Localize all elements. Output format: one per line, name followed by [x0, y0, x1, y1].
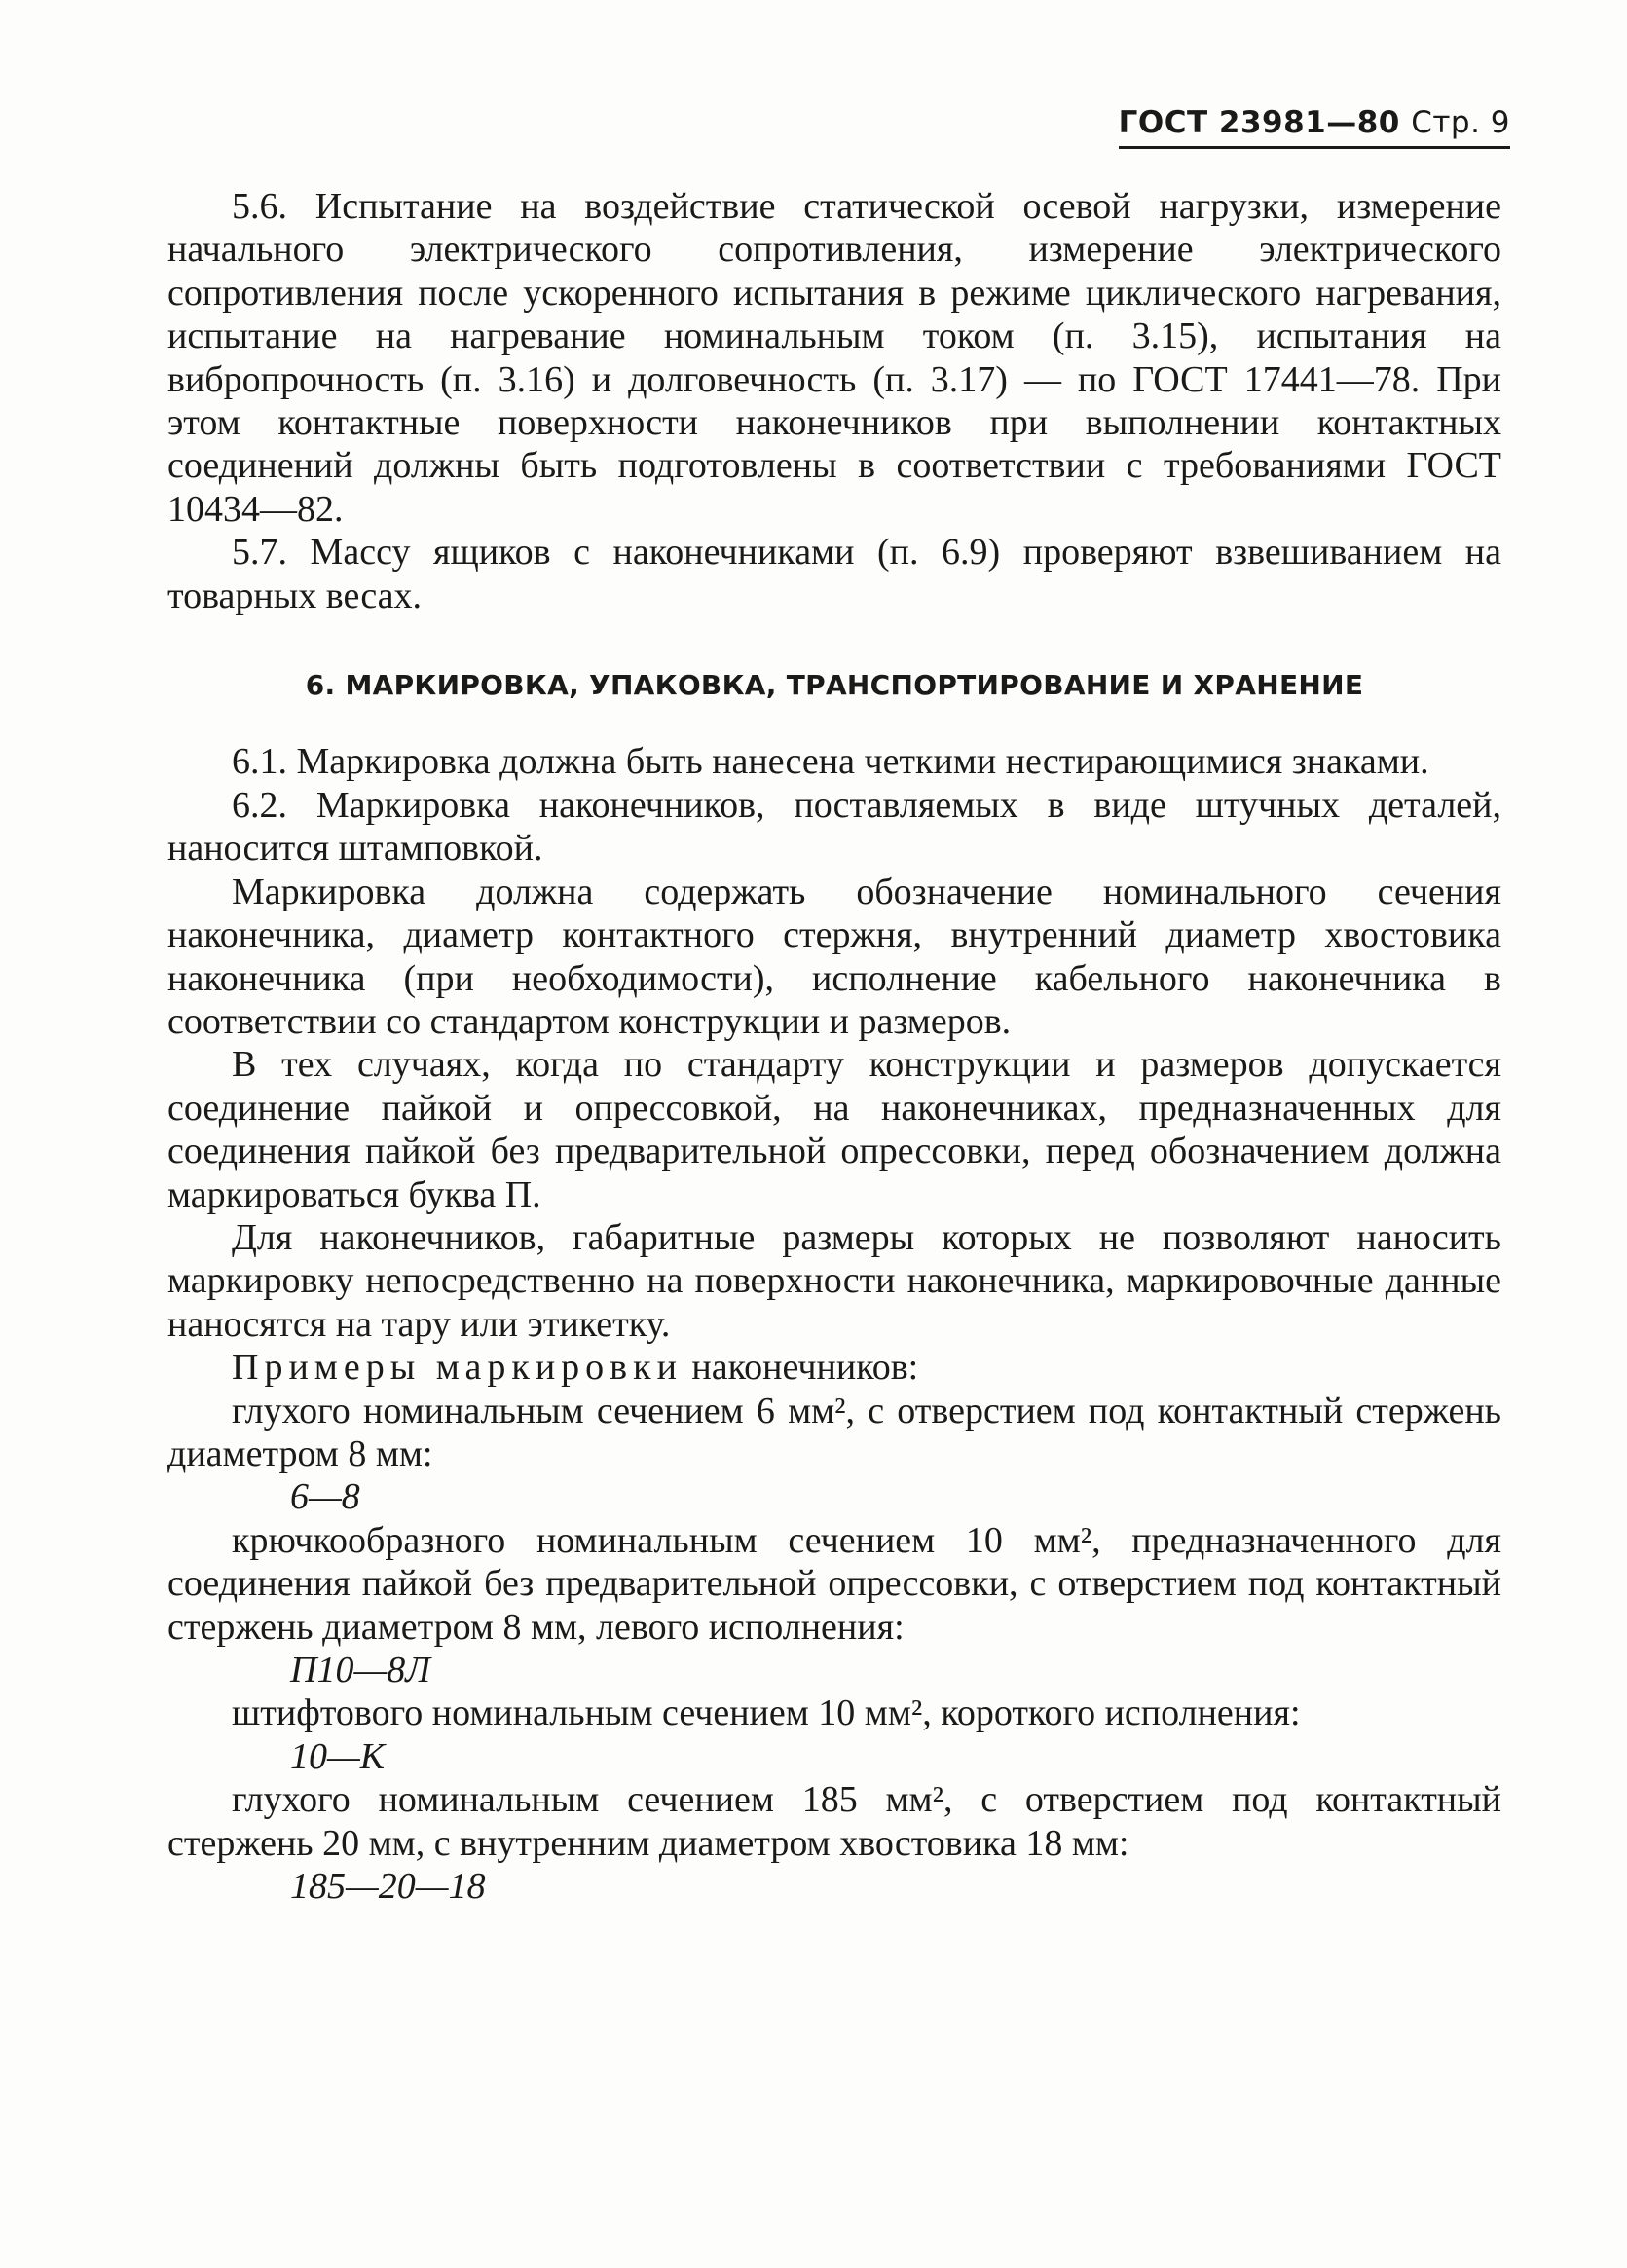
standard-number: ГОСТ 23981—80: [1118, 105, 1400, 140]
paragraph-6-1: 6.1. Маркировка должна быть нанесена четкими нестирающимися знаками.: [232, 741, 1429, 783]
paragraph-soldering: В тех случаях, когда по стандарту конструкции и размеров допускается соединение пайкой и опрессовкой, на наконечниках, предназначенных для соединения пайкой без предварительной опрессовки, перед обозначением должна маркироваться буква П.: [167, 1044, 1501, 1215]
running-header: [1119, 105, 1510, 149]
example-description: глухого номинальным сечением 185 мм², с отверстием под контактный стержень 20 мм, с внутренним диаметром хвостовика 18 мм:: [167, 1779, 1501, 1864]
example-description: крючкообразного номинальным сечением 10 мм², предназначенного для соединения пайкой без предварительной опрессовки, с отверстием под контактный стержень диаметром 8 мм, левого исполнения:: [167, 1519, 1501, 1648]
paragraph-5-6: 5.6. Испытание на воздействие статической осевой нагрузки, измерение начального электрического сопротивления, измерение электрического сопротивления после ускоренного испытания в режиме циклического нагревания, испытание на нагревание номинальным током (п. 3.15), испытания на вибропрочность (п. 3.16) и долговечность (п. 3.17) — по ГОСТ 17441—78. При этом контактные поверхности наконечников при выполнении контактных соединений должны быть подготовлены в соответствии с требованиями ГОСТ 10434—82.: [167, 186, 1501, 530]
section-heading-6: 6. МАРКИРОВКА, УПАКОВКА, ТРАНСПОРТИРОВАНИЕ И ХРАНЕНИЕ: [305, 669, 1364, 702]
document-body: [167, 185, 1501, 1908]
example-description: штифтового номинальным сечением 10 мм², короткого исполнения:: [232, 1692, 1301, 1734]
paragraph-small-lugs: Для наконечников, габаритные размеры которых не позволяют наносить маркировку непосредственно на поверхности наконечника, маркировочные данные наносятся на тару или этикетку.: [167, 1216, 1501, 1345]
example-code: 10—К: [290, 1735, 386, 1777]
paragraph-6-2: 6.2. Маркировка наконечников, поставляемых в виде штучных деталей, наносится штамповкой.: [167, 784, 1501, 870]
paragraph-5-7: 5.7. Массу ящиков с наконечниками (п. 6.9) проверяют взвешиванием на товарных весах.: [167, 532, 1501, 616]
example-description: глухого номинальным сечением 6 мм², с отверстием под контактный стержень диаметром 8 мм:: [167, 1390, 1501, 1474]
examples-heading-spaced: Примеры маркировки: [232, 1347, 683, 1389]
examples-heading: [167, 1346, 1501, 1389]
example-code: 185—20—18: [290, 1866, 486, 1908]
paragraph-marking-content: Маркировка должна содержать обозначение номинального сечения наконечника, диаметр контактного стержня, внутренний диаметр хвостовика наконечника (при необходимости), исполнение кабельного наконечника в соответствии со стандартом конструкции и размеров.: [167, 871, 1501, 1042]
example-code: П10—8Л: [290, 1650, 430, 1691]
page-number: Стр. 9: [1411, 105, 1510, 140]
example-code: 6—8: [290, 1476, 360, 1518]
examples-heading-rest: наконечников:: [682, 1347, 919, 1389]
